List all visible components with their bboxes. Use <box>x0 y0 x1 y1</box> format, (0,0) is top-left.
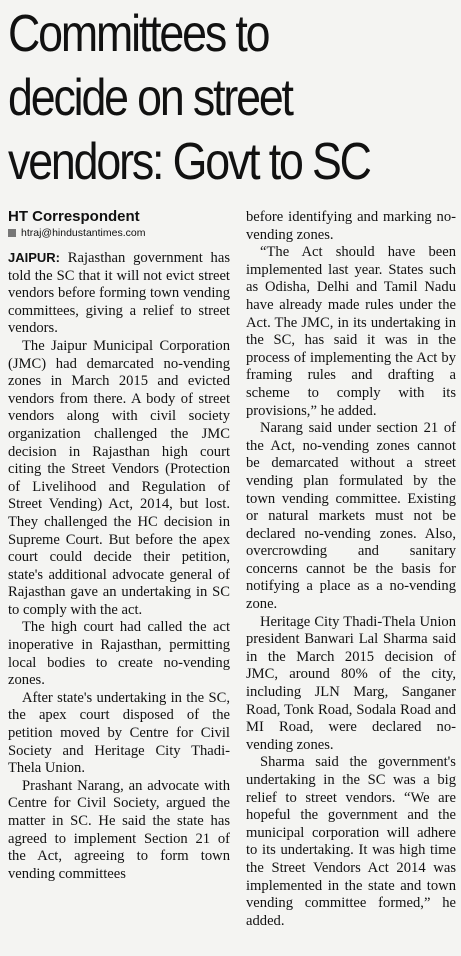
article-paragraph: After state's undertaking in the SC, the apex court disposed of the petition moved by Centre for Civil Society and Heritage City Thadi-Thela Union. <box>8 689 230 777</box>
email-icon <box>8 229 16 237</box>
article-paragraph: Sharma said the government's undertaking in the SC was a big relief to street vendors. “We are hopeful the government and the municipal corporation will adhere to its undertaking. It was high time the Street Vendors Act 2014 was implemented in the state and town vending committee formed,” he added. <box>246 754 456 929</box>
dateline: JAIPUR: <box>8 250 61 265</box>
byline-email: htraj@hindustantimes.com <box>21 227 146 239</box>
byline-email-row <box>8 225 230 241</box>
article-paragraph: “The Act should have been implemented last year. States such as Odisha, Delhi and Tamil Nadu have already made rules under the Act. The JMC, in its undertaking in the SC, has said it was in the process of implementing the Act by framing rules and drafting a scheme to comply with its provisions,” he added. <box>246 244 456 419</box>
article-paragraph: Narang said under section 21 of the Act, no-vending zones cannot be demarcated without a street vending plan formulated by the town vending committee. Existing or natural markets must not be declared no-vending zones. Also, overcrowding and sanitary concerns cannot be the basis for notifying a place as a no-vending zone. <box>246 420 456 613</box>
article-paragraph: before identifying and marking no-vending zones. <box>246 209 456 243</box>
headline-line-1: Committees to <box>8 5 269 63</box>
headline-line-3: vendors: Govt to SC <box>8 133 370 191</box>
article-paragraph: Heritage City Thadi-Thela Union president Banwari Lal Sharma said in the March 2015 decision of JMC, around 80% of the city, including JLN Marg, Sanganer Road, Tonk Road, Sodala Road and MI Road, were declared no-vending zones. <box>246 613 456 753</box>
article-column-left <box>8 208 230 883</box>
article-paragraph-text: Rajasthan government has told the SC that it will not evict street vendors before forming town vending committees, giving a relief to street vendors. <box>8 250 230 337</box>
article-paragraph: The high court had called the act inoperative in Rajasthan, permitting local bodies to create no-vending zones. <box>8 619 230 689</box>
article-paragraph: Prashant Narang, an advocate with Centre for Civil Society, argued the matter in SC. He said the state has agreed to implement Section 21 of the Act, agreeing to form town vending committees <box>8 777 230 882</box>
article-column-right <box>246 209 456 930</box>
article-paragraph <box>8 249 230 338</box>
byline-author: HT Correspondent <box>8 208 140 225</box>
article-paragraph: The Jaipur Municipal Corporation (JMC) had demarcated no-vending zones in March 2015 and evicted vendors from there. A body of street vendors along with civil society organization challenged the JMC decision in Rajasthan high court citing the Street Vendors (Protection of Livelihood and Regulation of Street Vending) Act, 2014, but lost. They challenged the HC decision in Supreme Court. But before the apex court could decide their petition, state's additional advocate general of Rajasthan gave an undertaking in SC to comply with the act. <box>8 337 230 618</box>
headline-line-2: decide on street <box>8 69 292 127</box>
headline <box>8 2 455 194</box>
